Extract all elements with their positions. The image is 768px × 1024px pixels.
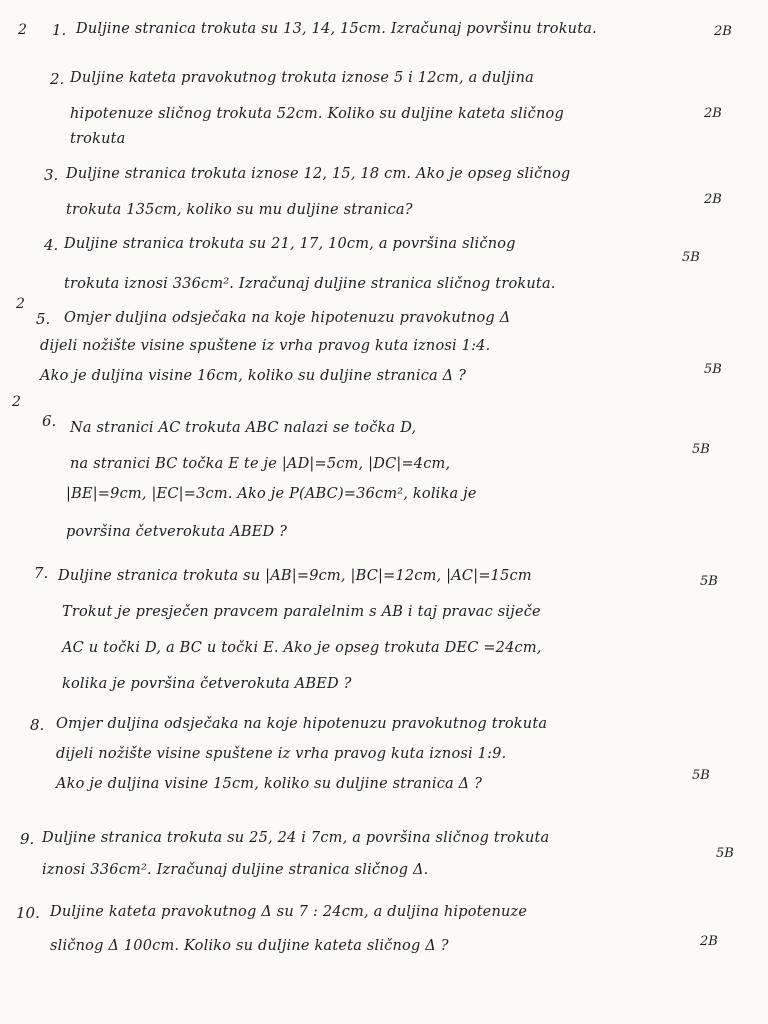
problem-text-line: dijeli nožište visine spuštene iz vrha pravog kuta iznosi 1:9. xyxy=(56,746,507,762)
problem-text-line: Duljine stranica trokuta su 13, 14, 15cm. Izračunaj površinu trokuta. xyxy=(76,21,597,37)
margin-mark: 2 xyxy=(12,394,21,410)
problem-text-line: sličnog Δ 100cm. Koliko su duljine kateta sličnog Δ ? xyxy=(50,938,449,954)
points-badge: 5B xyxy=(716,846,734,861)
problem-text-line: trokuta iznosi 336cm². Izračunaj duljine stranica sličnog trokuta. xyxy=(64,276,556,292)
problem-text-line: Ako je duljina visine 15cm, koliko su duljine stranica Δ ? xyxy=(56,776,483,792)
problem-text-line: iznosi 336cm². Izračunaj duljine stranica sličnog Δ. xyxy=(42,862,429,878)
problem-text-line: Ako je duljina visine 16cm, koliko su duljine stranica Δ ? xyxy=(40,368,467,384)
problem-number: 1. xyxy=(52,21,67,39)
problem-text-line: Duljine stranica trokuta su 25, 24 i 7cm, a površina sličnog trokuta xyxy=(42,830,550,846)
problem-text-line: na stranici BC točka E te je |AD|=5cm, |DC|=4cm, xyxy=(70,456,451,472)
problem-number: 9. xyxy=(20,830,35,848)
problem-text-line: površina četverokuta ABED ? xyxy=(66,524,288,540)
problem-text-line: |BE|=9cm, |EC|=3cm. Ako je P(ABC)=36cm², kolika je xyxy=(66,486,477,502)
problem-text-line: Duljine stranica trokuta iznose 12, 15, 18 cm. Ako je opseg sličnog xyxy=(66,166,571,182)
problem-text-line: dijeli nožište visine spuštene iz vrha pravog kuta iznosi 1:4. xyxy=(40,338,491,354)
problem-text-line: Omjer duljina odsječaka na koje hipotenuzu pravokutnog trokuta xyxy=(56,716,548,732)
problem-number: 6. xyxy=(42,412,57,430)
problem-text-line: Duljine stranica trokuta su 21, 17, 10cm, a površina sličnog xyxy=(64,236,516,252)
problem-text-line: hipotenuze sličnog trokuta 52cm. Koliko su duljine kateta sličnog xyxy=(70,106,564,122)
problem-text-line: AC u točki D, a BC u točki E. Ako je opseg trokuta DEC =24cm, xyxy=(62,640,542,656)
points-badge: 5B xyxy=(682,250,700,265)
problem-text-line: kolika je površina četverokuta ABED ? xyxy=(62,676,352,692)
problem-number: 2. xyxy=(50,70,65,88)
problem-text-line: Na stranici AC trokuta ABC nalazi se točka D, xyxy=(70,420,417,436)
problem-text-line: trokuta 135cm, koliko su mu duljine stranica? xyxy=(66,202,413,218)
points-badge: 5B xyxy=(692,442,710,457)
problem-number: 10. xyxy=(16,904,40,922)
problem-number: 4. xyxy=(44,236,59,254)
points-badge: 5B xyxy=(692,768,710,783)
points-badge: 2B xyxy=(700,934,718,949)
problem-number: 3. xyxy=(44,166,59,184)
points-badge: 2B xyxy=(714,24,732,39)
points-badge: 5B xyxy=(700,574,718,589)
points-badge: 2B xyxy=(704,106,722,121)
problem-text-line: trokuta xyxy=(70,131,126,147)
problem-text-line: Duljine stranica trokuta su |AB|=9cm, |BC|=12cm, |AC|=15cm xyxy=(58,568,532,584)
points-badge: 2B xyxy=(704,192,722,207)
margin-mark: 2 xyxy=(18,22,27,38)
problem-text-line: Duljine kateta pravokutnog Δ su 7 : 24cm, a duljina hipotenuze xyxy=(50,904,528,920)
margin-mark: 2 xyxy=(16,296,25,312)
problem-text-line: Trokut je presječen pravcem paralelnim s AB i taj pravac siječe xyxy=(62,604,541,620)
problem-number: 8. xyxy=(30,716,45,734)
problem-number: 7. xyxy=(34,564,49,582)
points-badge: 5B xyxy=(704,362,722,377)
problem-text-line: Duljine kateta pravokutnog trokuta iznose 5 i 12cm, a duljina xyxy=(70,70,534,86)
problem-text-line: Omjer duljina odsječaka na koje hipotenuzu pravokutnog Δ xyxy=(64,310,511,326)
problem-number: 5. xyxy=(36,310,51,328)
